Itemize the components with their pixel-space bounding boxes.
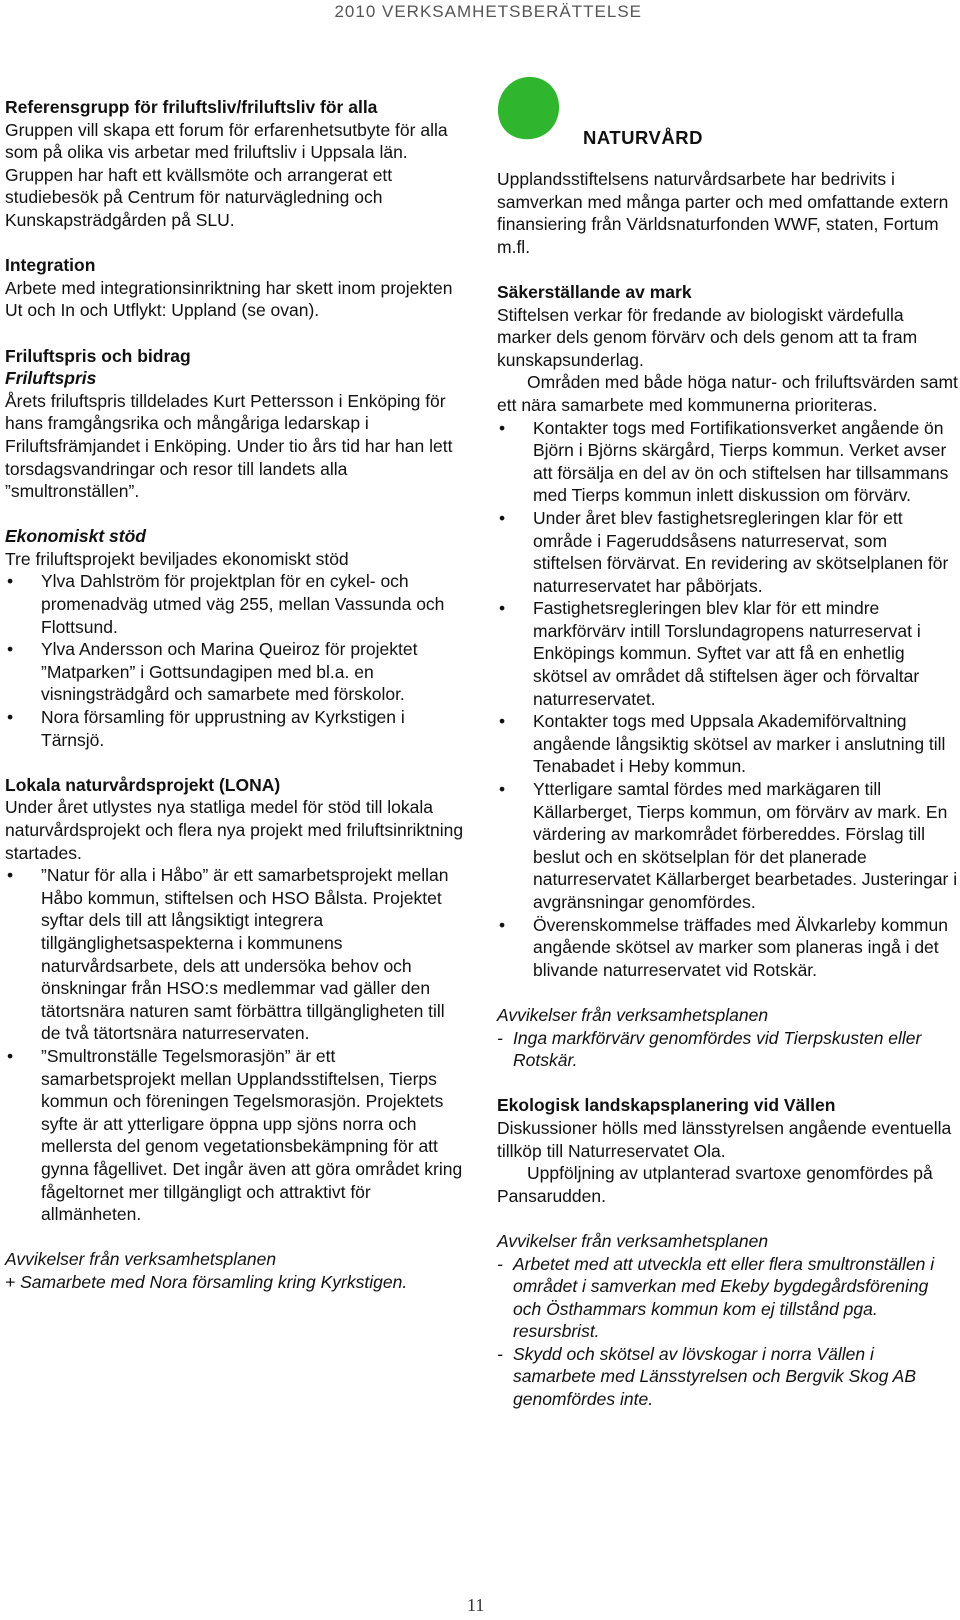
list-item: - Arbetet med att utveckla ett eller flera smultronställen i området i samverkan med Ekeby bygdegårdsförening och Östhammars kommun kom ej tillstånd pga. resursbrist. (497, 1253, 960, 1343)
list-item: • ”Smultronställe Tegelsmorasjön” är ett samarbetsprojekt mellan Upplandsstiftelsen, Tierps kommun och föreningen Tegelsmorasjön. Projektets syfte är att ytterligare öppna upp sjöns norra och mellersta del genom vegetationsbekämpning för att gynna fågellivet. Det ingår även att göra området kring fågeltornet mer tillgängligt och attraktivt för allmänheten. (5, 1045, 467, 1226)
subheading-friluftspris: Friluftspris (5, 368, 97, 389)
heading-avvikelser-right-2: Avvikelser från verksamhetsplanen (497, 1230, 769, 1251)
paragraph-vallen-2: Uppföljning av utplanterad svartoxe genomfördes på Pansarudden. (497, 1163, 933, 1206)
right-column (497, 168, 960, 1411)
list-lona (5, 864, 467, 1226)
list-item: - Inga markförvärv genomfördes vid Tierpskusten eller Rotskär. (497, 1027, 960, 1072)
list-avvikelser-right-1 (497, 1027, 960, 1072)
paragraph-friluftspris: Årets friluftspris tilldelades Kurt Pettersson i Enköping för hans framgångsrika och mångåriga ledarskap i Friluftsfrämjandet i Enköping. Under tio års tid har han lett torsdagsvandringar och resor till landets alla ”smultronställen”. (5, 390, 453, 502)
heading-lona: Lokala naturvårdsprojekt (LONA) (5, 774, 281, 795)
list-item: • Under året blev fastighetsregleringen klar för ett område i Fageruddsåsens naturreservat, som stiftelsen förvärvat. En revidering av skötselplanen för naturreservatet har påbörjats. (497, 507, 960, 597)
list-item: • Överenskommelse träffades med Älvkarleby kommun angående skötsel av marker som planeras ingå i det blivande naturreservatet vid Rotskär. (497, 914, 960, 982)
paragraph-naturvard-intro: Upplandsstiftelsens naturvårdsarbete har bedrivits i samverkan med många parter och med omfattande extern finansiering från Världsnaturfonden WWF, staten, Fortum m.fl. (497, 169, 949, 257)
list-item: • Ytterligare samtal fördes med markägaren till Källarberget, Tierps kommun, om förvärv av mark. En värdering av markområdet förbereddes. Förslag till beslut och en skötselplan för det planerade naturreservatet Källarberget bearbetades. Justeringar i avgränsningar genomfördes. (497, 778, 960, 914)
list-item: • Kontakter togs med Fortifikationsverket angående ön Björn i Björns skärgård, Tierps kommun. Verket avser att försälja en del av ön och stiftelsen har tillsammans med Tierps kommun inlett diskussion om förvärv. (497, 417, 960, 507)
list-ekonomiskt-stod (5, 570, 467, 751)
heading-referensgrupp: Referensgrupp för friluftsliv/friluftsliv för alla (5, 97, 378, 117)
list-item: • Kontakter togs med Uppsala Akademiförvaltning angående långsiktig skötsel av marker i anslutning till Tenabadet i Heby kommun. (497, 710, 960, 778)
list-item: • Nora församling för upprustning av Kyrkstigen i Tärnsjö. (5, 706, 467, 751)
page-header-title: 2010 VERKSAMHETSBERÄTTELSE (334, 2, 642, 21)
list-avvikelser-right-2 (497, 1253, 960, 1411)
list-item: • Ylva Dahlström för projektplan för en cykel- och promenadväg utmed väg 255, mellan Vassunda och Flottsund. (5, 570, 467, 638)
paragraph-vallen-1: Diskussioner hölls med länsstyrelsen angående eventuella tillköp till Naturreservatet Ola. (497, 1117, 952, 1161)
heading-integration: Integration (5, 255, 96, 276)
list-item: • Ylva Andersson och Marina Queiroz för projektet ”Matparken” i Gottsundagipen med bl.a. en visningsträdgård och samarbete med förskolor. (5, 638, 467, 706)
heading-sakerstallande: Säkerställande av mark (497, 281, 692, 302)
green-circle-logo-icon (495, 74, 561, 142)
heading-avvikelser-left: Avvikelser från verksamhetsplanen (5, 1249, 277, 1270)
paragraph-integration: Arbete med integrationsinriktning har skett inom projekten Ut och In och Utflykt: Uppland (se ovan). (5, 277, 453, 321)
heading-ekologisk-landskapsplanering: Ekologisk landskapsplanering vid Vällen (497, 1095, 836, 1116)
paragraph-lona: Under året utlystes nya statliga medel för stöd till lokala naturvårdsprojekt och flera nya projekt med friluftsinriktning startades. (5, 797, 464, 863)
paragraph-sakerstallande-1: Stiftelsen verkar för fredande av biologiskt värdefulla marker dels genom förvärv och dels genom att ta fram kunskapsunderlag. (497, 304, 918, 370)
list-item: • Fastighetsregleringen blev klar för ett mindre markförvärv intill Torslundagropens naturreservat i Enköpings kommun. Syftet var att få en enhetlig skötsel av området då stiftelsen äger och förvaltar naturreservatet. (497, 597, 960, 710)
heading-ekonomiskt-stod: Ekonomiskt stöd (5, 526, 146, 547)
list-sakerstallande (497, 417, 960, 982)
list-item: - Skydd och skötsel av lövskogar i norra Vällen i samarbete med Länsstyrelsen och Bergvik Skog AB genomfördes inte. (497, 1343, 960, 1411)
paragraph-avvikelser-left: + Samarbete med Nora församling kring Kyrkstigen. (5, 1271, 408, 1292)
list-item: • ”Natur för alla i Håbo” är ett samarbetsprojekt mellan Håbo kommun, stiftelsen och HSO Bålsta. Projektet syftar dels till att långsiktigt integrera tillgänglighetsaspekterna i kommunens naturvårdsarbete, dels att undersöka behov och önskningar från HSO:s medlemmar vad gäller den tätortsnära naturen samt förbättra tillgängligheten till de två tätortsnära naturreservaten. (5, 864, 467, 1045)
paragraph-referensgrupp: Gruppen vill skapa ett forum för erfarenhetsutbyte för alla som på olika vis arbetar med friluftsliv i Uppsala län. Gruppen har haft ett kvällsmöte och arrangerat ett studiebesök på Centrum för naturvägledning och Kunskapsträdgården på SLU. (5, 119, 448, 230)
section-title-naturvard: NATURVÅRD (583, 127, 703, 148)
paragraph-ekonomiskt-stod-intro: Tre friluftsprojekt beviljades ekonomiskt stöd (5, 548, 349, 569)
left-column (5, 96, 467, 1293)
paragraph-sakerstallande-2: Områden med både höga natur- och friluftsvärden samt ett nära samarbete med kommunerna prioriteras. (497, 372, 958, 415)
page-number: 11 (467, 1595, 485, 1615)
heading-friluftspris-bidrag: Friluftspris och bidrag (5, 345, 191, 366)
heading-avvikelser-right-1: Avvikelser från verksamhetsplanen (497, 1004, 769, 1025)
